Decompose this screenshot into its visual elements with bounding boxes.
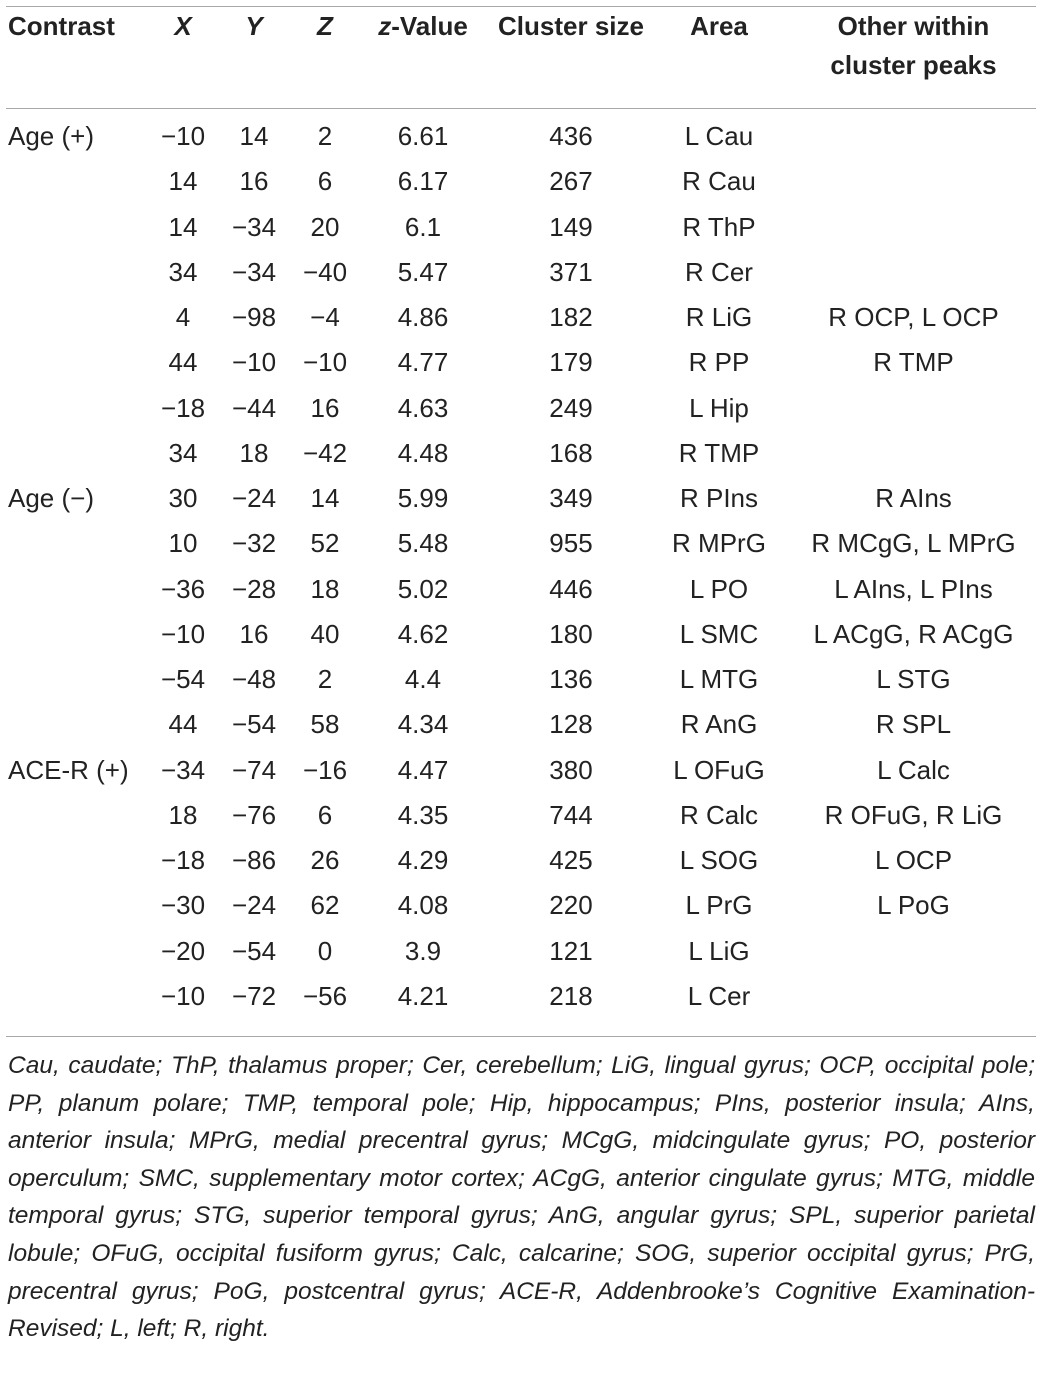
cell-y: −24 (231, 483, 277, 514)
cell-z: 20 (310, 211, 340, 242)
cell-y: −54 (231, 709, 277, 740)
cell-z: 52 (310, 528, 340, 559)
cell-cluster-size: 436 (549, 121, 593, 152)
header-contrast: Contrast (8, 11, 115, 41)
table-row (0, 748, 1043, 793)
cell-contrast (0, 793, 150, 838)
cell-z: −42 (302, 437, 348, 468)
table-row (0, 702, 1043, 747)
table-row (0, 567, 1043, 612)
cell-cluster-size: 955 (549, 528, 593, 559)
cell-x: −18 (160, 392, 206, 423)
cell-y: 16 (239, 166, 269, 197)
cell-other-peaks: R OCP, L OCP (828, 302, 999, 333)
cell-z-value: 4.21 (397, 980, 449, 1011)
cell-area: L SMC (679, 618, 759, 649)
cell-other-peaks (784, 431, 1043, 476)
cell-other-peaks: R MCgG, L MPrG (811, 528, 1016, 559)
cell-z: 62 (310, 890, 340, 921)
cell-x: −10 (160, 618, 206, 649)
cell-y: 14 (239, 121, 269, 152)
cell-other-peaks: L AIns, L PIns (834, 573, 993, 604)
cell-other-peaks (784, 250, 1043, 295)
cell-y: −54 (231, 935, 277, 966)
cell-cluster-size: 218 (549, 980, 593, 1011)
cell-y: −34 (231, 211, 277, 242)
cell-z: −4 (310, 302, 340, 333)
cell-other-peaks: R SPL (875, 709, 952, 740)
header-other-peaks (784, 7, 1043, 108)
cell-area: R Cer (685, 256, 753, 287)
cell-y: −76 (231, 799, 277, 830)
cell-z: 58 (310, 709, 340, 740)
results-table (0, 7, 1043, 1019)
cell-x: −54 (160, 664, 206, 695)
cell-z-value: 6.17 (397, 166, 449, 197)
cell-contrast (0, 295, 150, 340)
cell-x: 30 (168, 483, 198, 514)
cell-other-peaks: L OCP (874, 845, 953, 876)
cell-area: R Cau (682, 166, 756, 197)
cell-x: −10 (160, 121, 206, 152)
cell-z-value: 4.62 (397, 618, 449, 649)
cell-y: 16 (239, 618, 269, 649)
cell-x: 10 (168, 528, 198, 559)
cell-x: 14 (168, 211, 198, 242)
table-row (0, 295, 1043, 340)
cell-contrast (0, 702, 150, 747)
cell-z-value: 4.63 (397, 392, 449, 423)
cell-x: 44 (168, 347, 198, 378)
cell-contrast (0, 340, 150, 385)
cell-z: −40 (302, 256, 348, 287)
cell-z: 18 (310, 573, 340, 604)
cell-contrast (0, 883, 150, 928)
cell-area: R LiG (685, 302, 753, 333)
cell-contrast (0, 838, 150, 883)
cell-z-value: 4.35 (397, 799, 449, 830)
cell-contrast: ACE-R (+) (8, 754, 129, 785)
cell-area: R PIns (679, 483, 759, 514)
cell-z-value: 5.47 (397, 256, 449, 287)
cell-contrast (0, 521, 150, 566)
cell-x: −30 (160, 890, 206, 921)
cell-area: L PrG (685, 890, 753, 921)
cell-y: −28 (231, 573, 277, 604)
cell-cluster-size: 179 (549, 347, 593, 378)
cell-other-peaks: L PoG (877, 890, 950, 921)
cell-z-value: 4.77 (397, 347, 449, 378)
header-row (0, 7, 1043, 108)
cell-contrast (0, 250, 150, 295)
cell-other-peaks (784, 108, 1043, 159)
table-row (0, 883, 1043, 928)
cell-z-value: 3.9 (404, 935, 442, 966)
cell-x: 4 (175, 302, 191, 333)
table-row (0, 108, 1043, 159)
cell-z-value: 4.4 (404, 664, 442, 695)
cell-z: 40 (310, 618, 340, 649)
cell-other-peaks: R AIns (875, 483, 952, 514)
cell-area: R PP (688, 347, 750, 378)
cell-contrast (0, 159, 150, 204)
cell-z: 14 (310, 483, 340, 514)
cell-z: 6 (317, 799, 333, 830)
cell-cluster-size: 744 (549, 799, 593, 830)
cell-other-peaks: L ACgG, R ACgG (813, 618, 1014, 649)
table-row (0, 476, 1043, 521)
header-other-line2: cluster peaks (830, 50, 997, 80)
cell-area: R TMP (678, 437, 760, 468)
table-row (0, 793, 1043, 838)
cell-z-value: 4.47 (397, 754, 449, 785)
cell-y: −74 (231, 754, 277, 785)
cell-contrast (0, 974, 150, 1019)
cell-x: −20 (160, 935, 206, 966)
cell-y: −72 (231, 980, 277, 1011)
table-row (0, 612, 1043, 657)
table-row (0, 159, 1043, 204)
cell-z: 16 (310, 392, 340, 423)
cell-z-value: 5.48 (397, 528, 449, 559)
cell-z: 26 (310, 845, 340, 876)
cell-x: 44 (168, 709, 198, 740)
cell-z: 0 (317, 935, 333, 966)
cell-x: 34 (168, 256, 198, 287)
cell-area: L SOG (679, 845, 759, 876)
cell-cluster-size: 220 (549, 890, 593, 921)
cell-cluster-size: 446 (549, 573, 593, 604)
cell-cluster-size: 180 (549, 618, 593, 649)
cell-area: L Cer (687, 980, 751, 1011)
cell-cluster-size: 349 (549, 483, 593, 514)
cell-contrast (0, 431, 150, 476)
cell-other-peaks: L Calc (877, 754, 950, 785)
table-footnote: Cau, caudate; ThP, thalamus proper; Cer, cerebellum; LiG, lingual gyrus; OCP, occipital pole; PP, planum polare; TMP, temporal pole; Hip, hippocampus; PIns, posterior insula; AIns, anterior insula; MPrG, medial precentral gyrus; MCgG, midcingulate gyrus; PO, posterior operculum; SMC, supplementary motor cortex; ACgG, anterior cingulate gyrus; MTG, middle temporal gyrus; STG, superior temporal gyrus; AnG, angular gyrus; SPL, superior parietal lobule; OFuG, occipital fusiform gyrus; Calc, calcarine; SOG, superior occipital gyrus; PrG, precentral gyrus; PoG, postcentral gyrus; ACE-R, Addenbrooke’s Cognitive Examination-Revised; L, left; R, right. (8, 1052, 1035, 1343)
cell-z-value: 6.61 (397, 121, 449, 152)
cell-z: −10 (302, 347, 348, 378)
cell-z: −56 (302, 980, 348, 1011)
cell-area: R AnG (680, 709, 758, 740)
table-body (0, 108, 1043, 1019)
cell-y: −10 (231, 347, 277, 378)
cell-contrast: Age (−) (8, 483, 94, 514)
cell-other-peaks (784, 205, 1043, 250)
table-row (0, 929, 1043, 974)
cell-contrast (0, 657, 150, 702)
cell-other-peaks (784, 159, 1043, 204)
cell-other-peaks: R OFuG, R LiG (824, 799, 1003, 830)
cell-z: 2 (317, 664, 333, 695)
table-row (0, 974, 1043, 1019)
table-row (0, 657, 1043, 702)
header-cluster-size: Cluster size (498, 11, 644, 41)
cell-contrast: Age (+) (8, 121, 94, 152)
cell-cluster-size: 182 (549, 302, 593, 333)
cell-z-value: 4.29 (397, 845, 449, 876)
cell-area: L PO (689, 573, 749, 604)
cell-contrast (0, 205, 150, 250)
table-row (0, 250, 1043, 295)
table-row (0, 838, 1043, 883)
cell-x: 34 (168, 437, 198, 468)
table-row (0, 521, 1043, 566)
cell-cluster-size: 425 (549, 845, 593, 876)
header-z-value-italic: z (378, 11, 392, 41)
header-z: Z (317, 11, 333, 41)
header-z-value-rest: -Value (391, 11, 468, 41)
cell-other-peaks: L STG (876, 664, 951, 695)
header-z-value (358, 7, 488, 108)
cell-x: 18 (168, 799, 198, 830)
cell-y: 18 (239, 437, 269, 468)
cell-z: −16 (302, 754, 348, 785)
cell-area: L LiG (688, 935, 750, 966)
cell-y: −34 (231, 256, 277, 287)
cell-z-value: 4.86 (397, 302, 449, 333)
cell-cluster-size: 380 (549, 754, 593, 785)
header-x: X (174, 11, 192, 41)
table-row (0, 340, 1043, 385)
cell-cluster-size: 168 (549, 437, 593, 468)
cell-x: −18 (160, 845, 206, 876)
cell-z-value: 4.48 (397, 437, 449, 468)
cell-area: L OFuG (673, 754, 765, 785)
cell-z-value: 4.08 (397, 890, 449, 921)
cell-z: 2 (317, 121, 333, 152)
table-row (0, 205, 1043, 250)
cell-y: −48 (231, 664, 277, 695)
cell-x: 14 (168, 166, 198, 197)
cell-other-peaks (784, 929, 1043, 974)
cell-contrast (0, 929, 150, 974)
table-row (0, 386, 1043, 431)
cell-cluster-size: 249 (549, 392, 593, 423)
cell-cluster-size: 149 (549, 211, 593, 242)
cell-area: R ThP (682, 211, 756, 242)
cell-x: −36 (160, 573, 206, 604)
cell-y: −24 (231, 890, 277, 921)
header-other-line1: Other within (837, 11, 990, 41)
cell-other-peaks (784, 386, 1043, 431)
cell-cluster-size: 371 (549, 256, 593, 287)
cell-z-value: 4.34 (397, 709, 449, 740)
cell-y: −98 (231, 302, 277, 333)
cell-cluster-size: 136 (549, 664, 593, 695)
cell-contrast (0, 612, 150, 657)
cell-area: L Hip (689, 392, 749, 423)
cell-area: L Cau (684, 121, 754, 152)
cell-z-value: 6.1 (404, 211, 442, 242)
cell-z-value: 5.99 (397, 483, 449, 514)
cell-y: −44 (231, 392, 277, 423)
cell-cluster-size: 128 (549, 709, 593, 740)
cell-z-value: 5.02 (397, 573, 449, 604)
cell-cluster-size: 267 (549, 166, 593, 197)
cell-other-peaks: R TMP (873, 347, 954, 378)
cell-area: R MPrG (672, 528, 766, 559)
table-bottom-rule (6, 1036, 1036, 1037)
cell-area: L MTG (679, 664, 759, 695)
header-y: Y (245, 11, 263, 41)
cell-cluster-size: 121 (549, 935, 593, 966)
cell-area: R Calc (679, 799, 758, 830)
cell-x: −34 (160, 754, 206, 785)
table-row (0, 431, 1043, 476)
cell-other-peaks (784, 974, 1043, 1019)
header-area: Area (690, 11, 748, 41)
cell-x: −10 (160, 980, 206, 1011)
cell-z: 6 (317, 166, 333, 197)
cell-y: −86 (231, 845, 277, 876)
cell-contrast (0, 386, 150, 431)
cell-contrast (0, 567, 150, 612)
cell-y: −32 (231, 528, 277, 559)
